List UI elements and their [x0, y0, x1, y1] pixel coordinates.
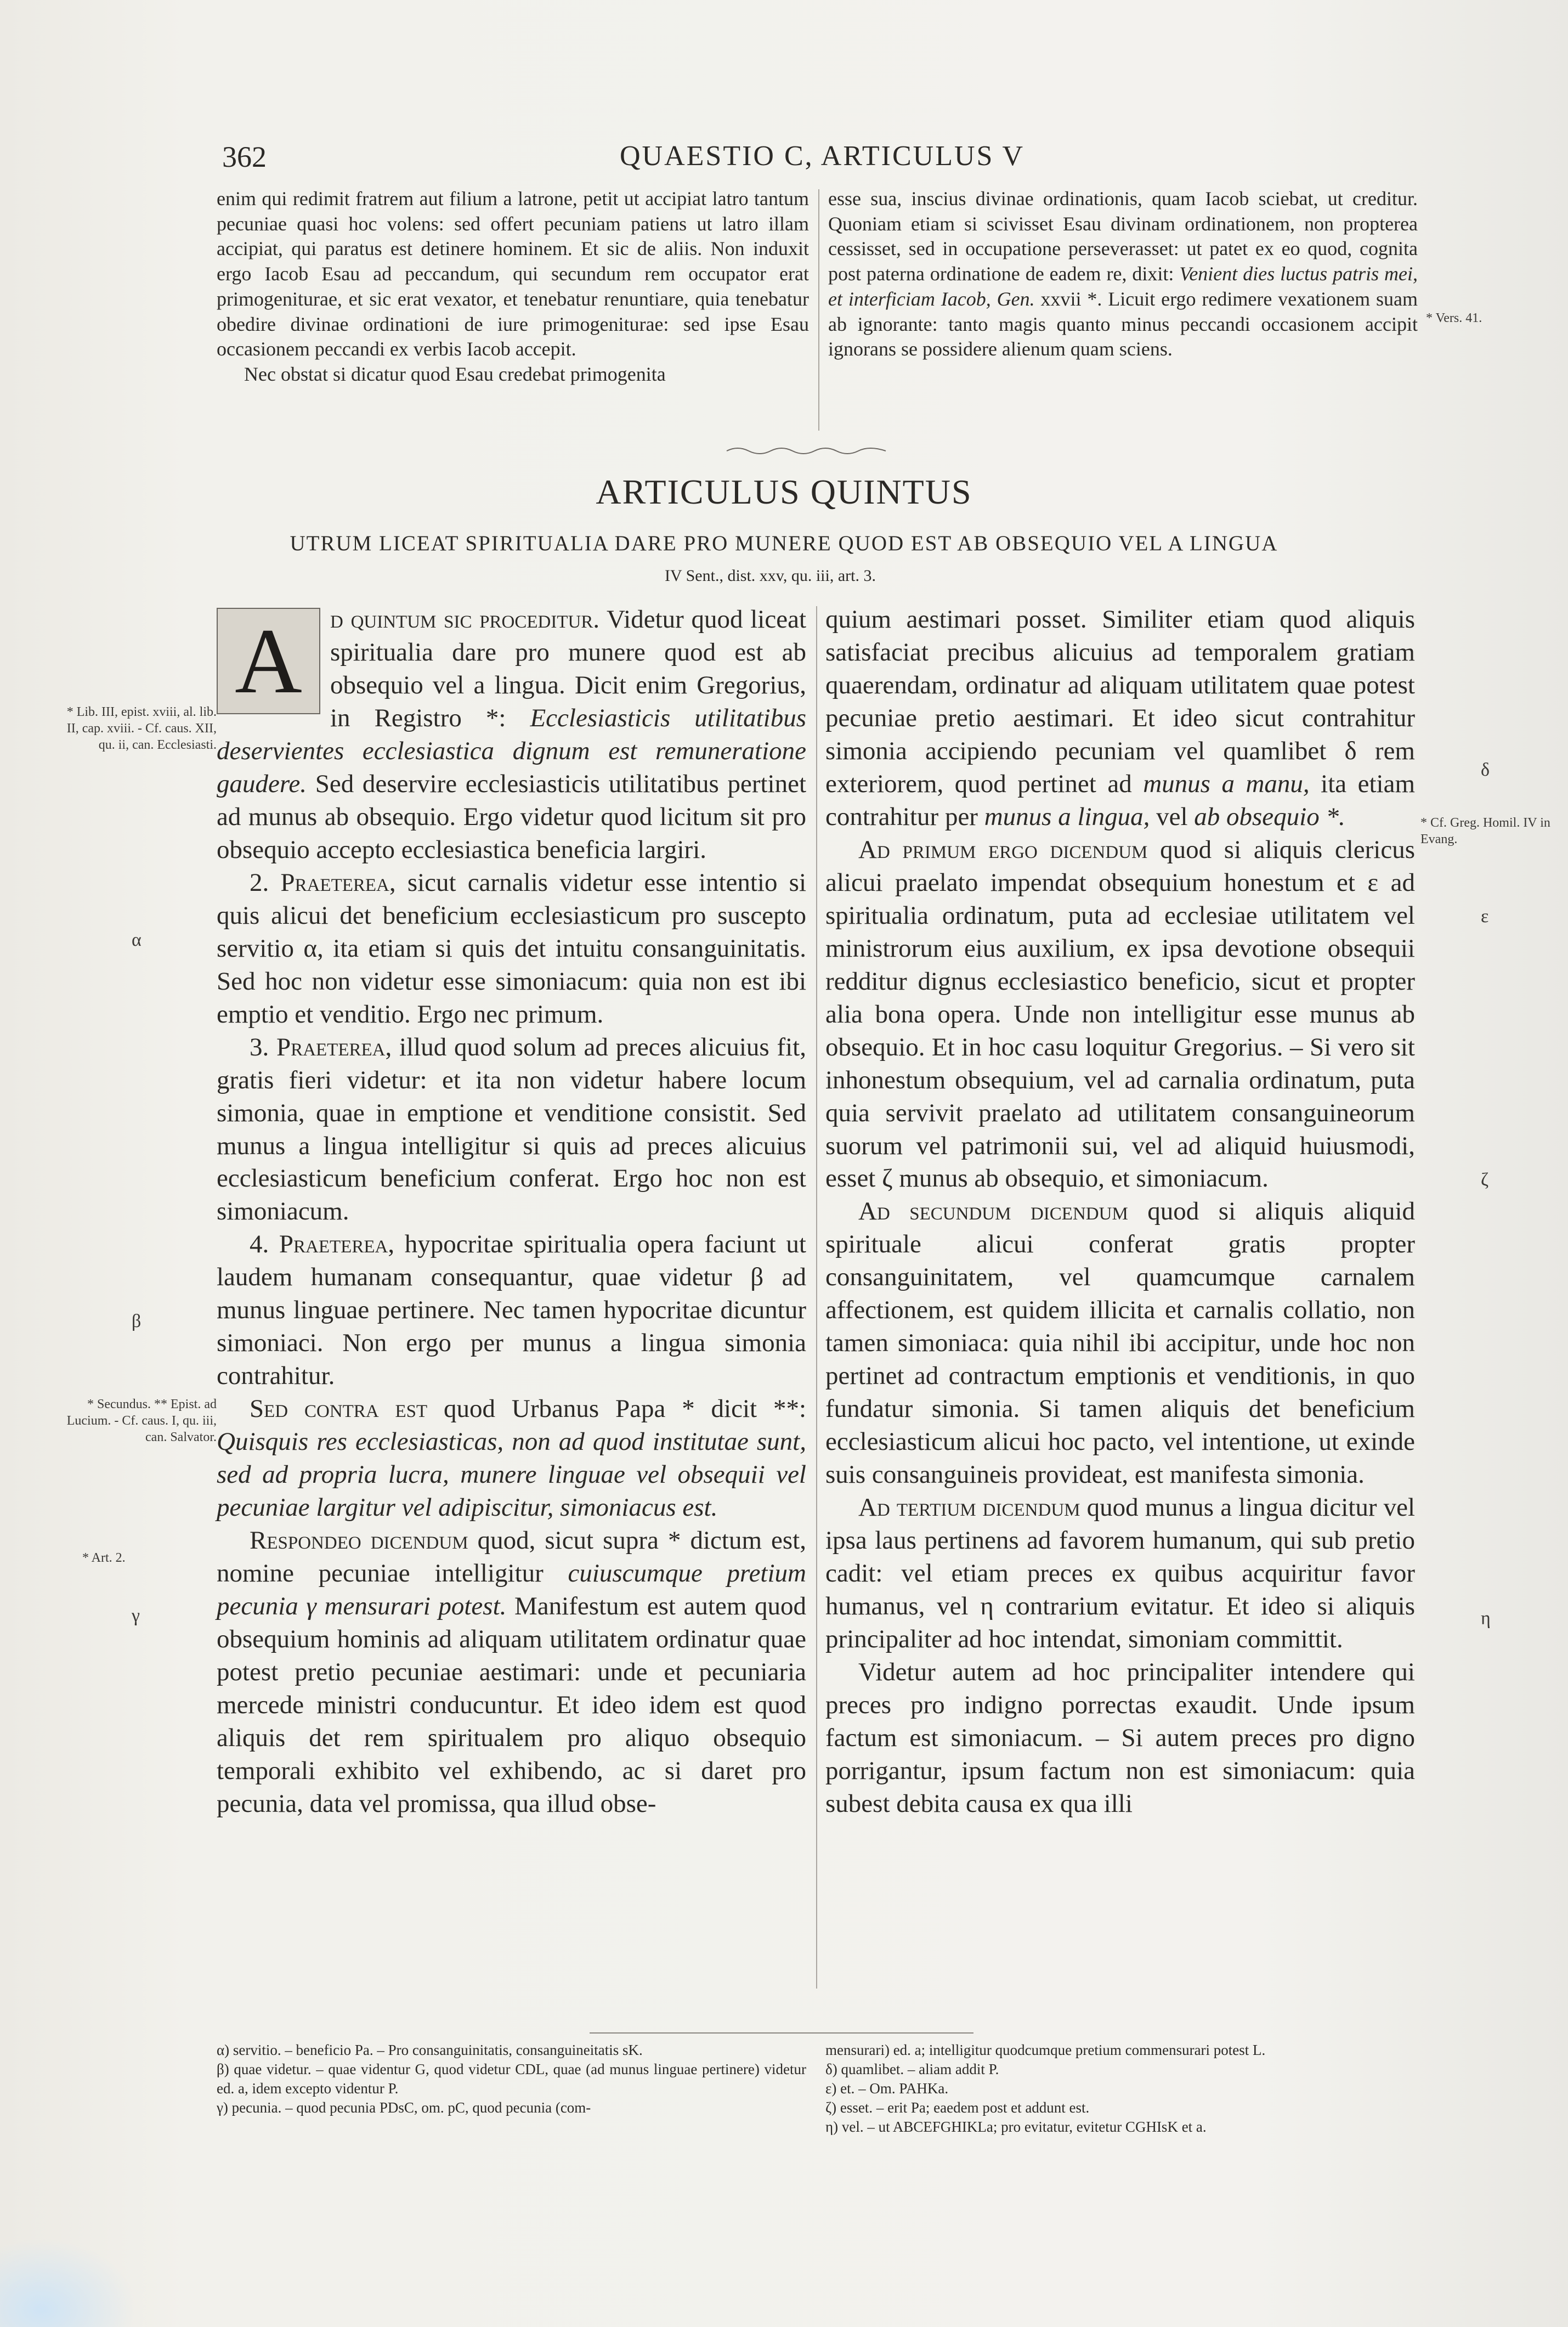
margin-eta: η — [1481, 1608, 1491, 1629]
main-left-column — [217, 603, 806, 1821]
main-right-column — [825, 603, 1415, 1821]
footnote-epsilon: ε) et. – Om. PAHKa. — [825, 2080, 949, 2097]
margin-alpha: α — [132, 930, 141, 950]
top-left-para-2: Nec obstat si dicatur quod Esau credebat primogenita — [244, 363, 666, 386]
footnotes-left — [217, 2041, 806, 2117]
footnote-beta: β) quae videtur. – quae videntur G, quod videtur CDL, quae (ad munus linguae pertinere) videtur ed. a, idem excepto videntur P. — [217, 2061, 806, 2097]
top-left-column — [217, 187, 809, 387]
genesis-quote: Venient dies luctus patris mei, et interficiam Iacob, Gen. — [828, 263, 1418, 310]
page-number: 362 — [222, 140, 267, 173]
footnote-zeta: ζ) esset. – erit Pa; eaedem post et addunt est. — [825, 2099, 1090, 2116]
column-divider-main — [816, 606, 817, 1989]
column-divider-top — [818, 189, 819, 431]
reply-2: Ad secundum dicendum quod si aliquis aliquid spirituale alicui conferat gratis propter consanguinitatem, vel quamcumque carnalem affectionem, est quidem illicita et carnalis collatio, non tamen simoniaca: quia nihil ibi accipitur, unde hoc non pertinet ad contractum emptionis et venditionis, in quo fundatur simonia. Si tamen aliquis det beneficium ecclesiasticum alicui hoc pacto, vel intentione, ut exinde suis consanguineis provideat, est manifesta simonia. — [825, 1197, 1415, 1489]
objection-3: 3. Praeterea, illud quod solum ad preces alicuius fit, gratis fieri videtur: et ita non videtur habere locum simonia, quae in emptione et venditione consistit. Sed munus a lingua intelligitur si quis ad preces alicuius ecclesiasticum beneficium conferat. Ergo hoc non est simoniacum. — [217, 1032, 806, 1226]
objection-4: 4. Praeterea, hypocritae spiritualia opera faciunt ut laudem humanam consequantur, quae videtur β ad munus linguae pertinere. Nec tamen hypocritae dicuntur simoniaci. Non ergo per munus a lingua simonia contrahitur. — [217, 1230, 806, 1391]
reply-1: Ad primum ergo dicendum quod si aliquis clericus alicui praelato impendat obsequium honestum et ε ad spiritualia ordinatum, puta ad ecclesiae utilitatem vel ministrorum eius auxilium, ex ipsa devotione obsequii redditur dignus ecclesiastico beneficio, sicut et propter alia bona opera. Unde non intelligitur esse munus ab obsequio. Et in hoc casu loquitur Gregorius. – Si vero sit inhonestum obsequium, vel ad carnalia ordinatum, puta quia servivit praelato ad utilitatem consanguineorum suorum vel patrimonii sui, vel ad aliquid huiusmodi, esset ζ munus ab obsequio, et simoniacum. — [825, 835, 1415, 1193]
drop-cap: A — [217, 608, 320, 714]
article-reference: IV Sent., dist. xxv, qu. iii, art. 3. — [665, 567, 876, 585]
margin-zeta: ζ — [1481, 1170, 1489, 1190]
margin-note-urbanus: * Secundus. ** Epist. ad Lucium. - Cf. caus. I, qu. iii, can. Salvator. — [66, 1397, 217, 1444]
top-right-para: esse sua, inscius divinae ordinationis, quam Iacob sciebat, ut creditur. Quoniam etiam si scivisset Esau divinam ordinationem, non propterea cessisset, sed in occupatione perseverasset: ut patet ex eo quod, cognita post paterna ordinatione de eadem re, dixit: Venient dies luctus patris mei, et interficiam Iacob, Gen. xxvii *. Licuit ergo redimere vexationem suam ab ignorante: tanto magis quanto minus peccandi occasionem accipit ignorans se possidere alienum quam sciens. — [828, 188, 1418, 360]
sed-contra: Sed contra est quod Urbanus Papa * dicit **: Quisquis res ecclesiasticas, non ad quod institutae sunt, sed ad propria lucra, munere linguae vel obsequii vel pecuniae largitur vel adipiscitur, simoniacus est. — [217, 1394, 807, 1522]
objection-2: 2. Praeterea, sicut carnalis videtur esse intentio si quis alicui det beneficium ecclesiasticum pro suscepto servitio α, ita etiam si quis det intuitu consanguinitatis. Sed hoc non videtur esse simoniacum: quia non est ibi emptio et venditio. Ergo nec primum. — [217, 868, 807, 1029]
article-title: ARTICULUS QUINTUS — [596, 472, 972, 511]
top-left-para-1: enim qui redimit fratrem aut filium a latrone, petit ut accipiat latro tantum pecuniae quasi hoc volens: sed offert pecuniam patiens ut latro illam accipiat, qui paratus est detinere hominem. Et sic de aliis. Non induxit ergo Iacob Esau ad peccandum, qui secundum rem occupator erat primogeniturae, et sic erat vexator, et tenebatur renuntiare, quia tenebatur obedire divinae ordinationi de iure primogeniturae: sed ipse Esau occasionem peccandi ex verbis Iacob accepit. — [217, 188, 809, 360]
objection-1: A d quintum sic proceditur. Videtur quod liceat spiritualia dare pro munere quod est ab obsequio vel a lingua. Dicit enim Gregorius, in Registro *: Ecclesiasticis utilitatibus deservientes ecclesiastica dignum est remuneratione gaudere. Sed deservire ecclesiasticis utilitatibus pertinet ad munus ab obsequio. Ergo videtur quod licitum sit pro obsequio accepto ecclesiastica beneficia largiri. — [217, 605, 807, 864]
closing-para: Videtur autem ad hoc principaliter intendere qui preces pro indigno porrectas exaudit. Unde ipsum factum est simoniacum. – Si autem preces pro digno porrigantur, ipsum factum non est simoniacum: quia subest debita causa ex qua illi — [825, 1658, 1415, 1818]
footnote-eta: η) vel. – ut ABCEFGHIKLa; pro evitatur, evitetur CGHIsK et a. — [825, 2119, 1207, 2136]
margin-note-art2: * Art. 2. — [82, 1551, 126, 1565]
running-title: QUAESTIO C, ARTICULUS V — [620, 140, 1025, 172]
margin-beta: β — [132, 1311, 141, 1331]
margin-delta: δ — [1481, 760, 1490, 780]
article-subtitle: UTRUM LICEAT SPIRITUALIA DARE PRO MUNERE QUOD EST AB OBSEQUIO VEL A LINGUA — [290, 532, 1278, 555]
ornament-divider — [724, 443, 888, 456]
margin-note-vers: * Vers. 41. — [1426, 311, 1482, 325]
reply-3: Ad tertium dicendum quod munus a lingua dicitur vel ipsa laus pertinens ad favorem humanum, qui sub pretio cadit: vel etiam preces ex quibus acquiritur favor humanus, vel η contrarium evitatur. Et ideo si aliquis principaliter ad hoc intendat, simoniam committit. — [825, 1493, 1416, 1654]
scan-stain — [0, 2238, 137, 2327]
footnote-gamma: γ) pecunia. – quod pecunia PDsC, om. pC, quod pecunia (com- — [217, 2099, 591, 2116]
respondeo-continued: quium aestimari posset. Similiter etiam quod aliquis satisfaciat precibus alicuius ad temporalem gratiam quaerendam, ordinatur ad aliquam utilitatem quae potest pecuniae pretio aestimari. Et ideo sicut contrahitur simonia accipiendo pecuniam vel quamlibet δ rem exteriorem, quod pertinet ad munus a manu, ita etiam contrahitur per munus a lingua, vel ab obsequio *. — [825, 605, 1416, 831]
respondeo: Respondeo dicendum quod, sicut supra * dictum est, nomine pecuniae intelligitur cuiuscumque pretium pecunia γ mensurari potest. Manifestum est autem quod obsequium hominis ad aliquam utilitatem ordinatur quae potest pretio pecuniae aestimari: unde et pecuniaria mercede ministri conducuntur. Et ideo idem est quod aliquis det rem spiritualem pro aliquo obsequio temporali exhibito vel exhibendo, ac si daret pro pecunia, data vel promissa, qua illud obse- — [217, 1526, 806, 1818]
footnote-delta: δ) quamlibet. – aliam addit P. — [825, 2061, 999, 2078]
footnote-gamma-cont: mensurari) ed. a; intelligitur quodcumque pretium commensurari potest L. — [825, 2042, 1266, 2058]
footnote-alpha: α) servitio. – beneficio Pa. – Pro consanguinitatis, consanguineitatis sK. — [217, 2042, 643, 2058]
margin-epsilon: ε — [1481, 906, 1489, 927]
top-right-column — [828, 187, 1418, 362]
footnotes-right — [825, 2041, 1415, 2137]
margin-gamma: γ — [132, 1606, 140, 1626]
margin-note-gregory: * Cf. Greg. Homil. IV in Evang. — [1420, 816, 1550, 846]
margin-note-registro: * Lib. III, epist. xviii, al. lib. II, cap. xviii. - Cf. caus. XII, qu. ii, can. Ecclesiasti. — [66, 705, 217, 752]
footnote-rule — [590, 2032, 973, 2034]
